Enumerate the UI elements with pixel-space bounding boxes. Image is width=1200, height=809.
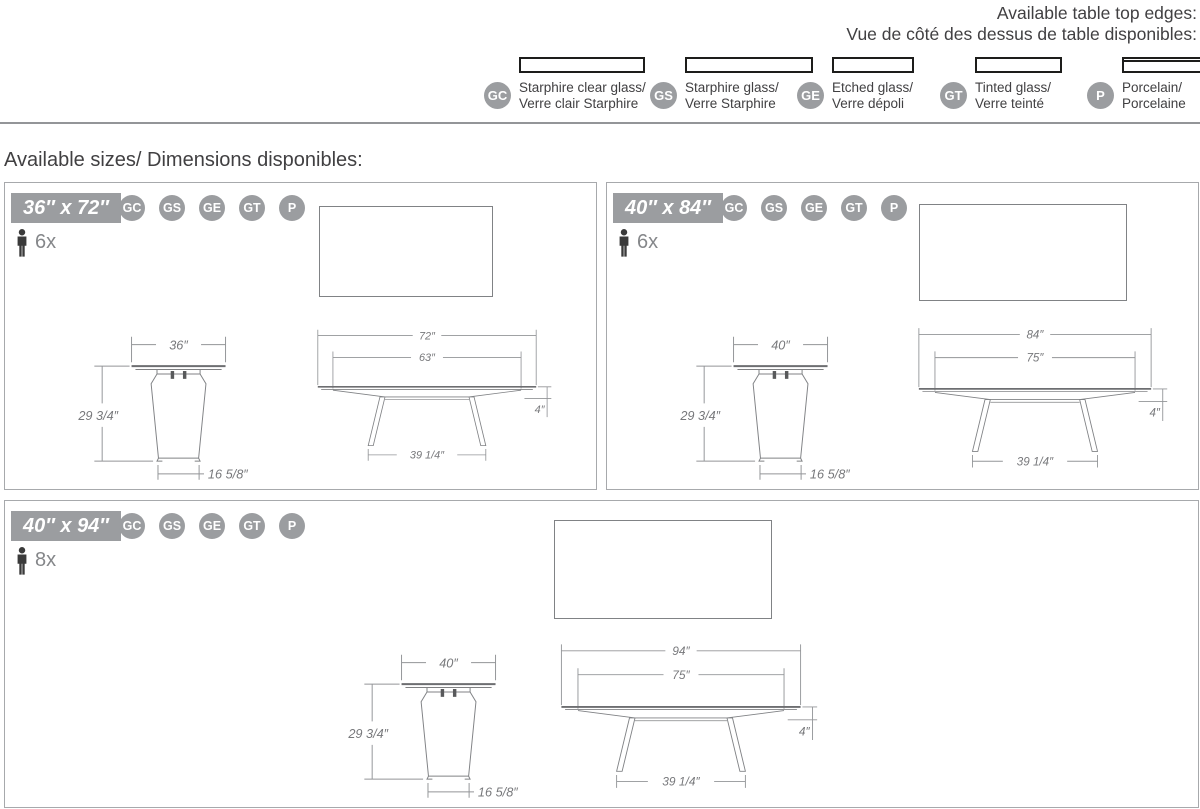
size-panel-36x72 — [4, 182, 597, 490]
edge-label — [519, 80, 646, 112]
dim-edge-drop: 4″ — [1149, 406, 1161, 420]
dim-height: 29 3/4″ — [348, 725, 389, 741]
side-view-drawing — [301, 323, 553, 466]
legend-item-p — [1087, 57, 1200, 112]
bolt-detail — [773, 371, 776, 379]
dim-feet-span: 39 1/4″ — [1016, 455, 1054, 469]
edge-label — [1122, 80, 1186, 112]
edge-label-fr: Verre dépoli — [832, 95, 905, 111]
edges-header — [846, 3, 1197, 46]
dim-inner-length: 63″ — [419, 352, 435, 365]
edge-code: GT — [944, 88, 963, 104]
edge-badge-row — [721, 195, 907, 221]
size-panel-40x84 — [606, 182, 1199, 490]
edge-code-badge: GC — [721, 195, 747, 221]
bolt-detail — [453, 689, 456, 697]
edge-code-badge — [797, 82, 824, 109]
edge-code: GE — [801, 88, 820, 104]
end-view-drawing — [665, 325, 900, 484]
edge-code-badge: GE — [801, 195, 827, 221]
glass-edge-profile-icon — [519, 57, 645, 73]
dim-overall-length: 84″ — [1026, 328, 1044, 342]
horizontal-divider — [0, 122, 1200, 124]
edge-label-fr: Verre teinté — [975, 95, 1045, 111]
edge-label-en: Starphire glass/ — [685, 80, 779, 95]
end-view-drawing — [333, 643, 568, 802]
bolt-detail — [183, 371, 186, 379]
legend-item-gt — [940, 57, 1062, 112]
edge-code-badge — [484, 82, 511, 109]
edge-label — [975, 80, 1051, 112]
edge-label — [832, 80, 913, 112]
size-label: 36″ x 72″ — [11, 193, 121, 223]
edge-label-en: Starphire clear glass/ — [519, 80, 646, 95]
seating-capacity — [15, 229, 56, 257]
table-top-view — [919, 204, 1127, 301]
edge-label-fr: Porcelaine — [1122, 95, 1186, 111]
edge-label-fr: Verre clair Starphire — [519, 95, 639, 111]
bolt-detail — [785, 371, 788, 379]
person-icon — [15, 547, 29, 575]
edge-code-badge: GE — [199, 195, 225, 221]
glass-edge-profile-icon — [685, 57, 813, 73]
table-top-view — [554, 520, 772, 619]
edge-badge-row — [119, 513, 305, 539]
size-panel-40x94 — [4, 500, 1199, 808]
edge-badge-row — [119, 195, 305, 221]
dim-edge-drop: 4″ — [534, 403, 545, 416]
edge-code-badge: P — [279, 513, 305, 539]
legend-item-ge — [797, 57, 914, 112]
dim-height: 29 3/4″ — [78, 407, 119, 423]
size-label: 40″ x 84″ — [613, 193, 723, 223]
side-view-drawing — [543, 637, 819, 793]
edge-label-en: Porcelain/ — [1122, 80, 1183, 95]
dim-overall-length: 72″ — [419, 330, 435, 343]
seating-capacity — [15, 547, 56, 575]
dim-feet-span: 39 1/4″ — [662, 774, 700, 789]
glass-edge-profile-icon — [832, 57, 914, 73]
edge-code-badge: GE — [199, 513, 225, 539]
edge-label — [685, 80, 779, 112]
dim-inner-length: 75″ — [1026, 351, 1044, 365]
edges-header-fr: Vue de côté des dessus de table disponibles: — [846, 24, 1197, 45]
bolt-detail — [171, 371, 174, 379]
edge-code-badge: GS — [761, 195, 787, 221]
person-icon — [617, 229, 631, 257]
dim-top-width: 40″ — [439, 655, 458, 671]
dim-edge-drop: 4″ — [798, 724, 810, 739]
edge-code-badge: GS — [159, 195, 185, 221]
porcelain-edge-profile-icon — [1122, 57, 1200, 73]
dim-inner-length: 75″ — [672, 667, 690, 682]
glass-edge-profile-icon — [975, 57, 1062, 73]
edge-code-badge: P — [279, 195, 305, 221]
edge-label-fr: Verre Starphire — [685, 95, 776, 111]
capacity-count: 8x — [35, 549, 57, 571]
bolt-detail — [441, 689, 444, 697]
edge-code-badge: GC — [119, 195, 145, 221]
sizes-heading: Available sizes/ Dimensions disponibles: — [4, 149, 363, 171]
edge-code: P — [1096, 88, 1105, 104]
legend-item-gs — [650, 57, 813, 112]
edge-label-en: Tinted glass/ — [975, 80, 1052, 95]
edge-code-badge — [1087, 82, 1114, 109]
edge-code-badge: GS — [159, 513, 185, 539]
edge-code: GC — [487, 88, 508, 104]
edge-code-badge: P — [881, 195, 907, 221]
dim-base-width: 16 5/8″ — [477, 784, 518, 800]
edge-label-en: Etched glass/ — [832, 80, 914, 95]
edges-header-en: Available table top edges: — [996, 3, 1197, 23]
edge-code-badge: GT — [841, 195, 867, 221]
dim-height: 29 3/4″ — [680, 407, 721, 423]
edge-code-badge — [940, 82, 967, 109]
person-icon — [15, 229, 29, 257]
dim-overall-length: 94″ — [672, 643, 690, 658]
legend-item-gc — [484, 57, 646, 112]
edge-code-badge: GT — [239, 195, 265, 221]
dim-feet-span: 39 1/4″ — [409, 449, 445, 462]
end-view-drawing — [63, 325, 298, 484]
dim-base-width: 16 5/8″ — [207, 466, 248, 482]
capacity-count: 6x — [35, 231, 57, 253]
dim-base-width: 16 5/8″ — [809, 466, 850, 482]
seating-capacity — [617, 229, 658, 257]
table-top-view — [319, 206, 493, 297]
edge-code-badge — [650, 82, 677, 109]
dim-top-width: 40″ — [771, 337, 790, 353]
edge-code-badge: GT — [239, 513, 265, 539]
dim-top-width: 36″ — [169, 337, 188, 353]
capacity-count: 6x — [637, 231, 659, 253]
size-label: 40″ x 94″ — [11, 511, 121, 541]
edge-code: GS — [654, 88, 673, 104]
edge-code-badge: GC — [119, 513, 145, 539]
side-view-drawing — [901, 321, 1169, 473]
